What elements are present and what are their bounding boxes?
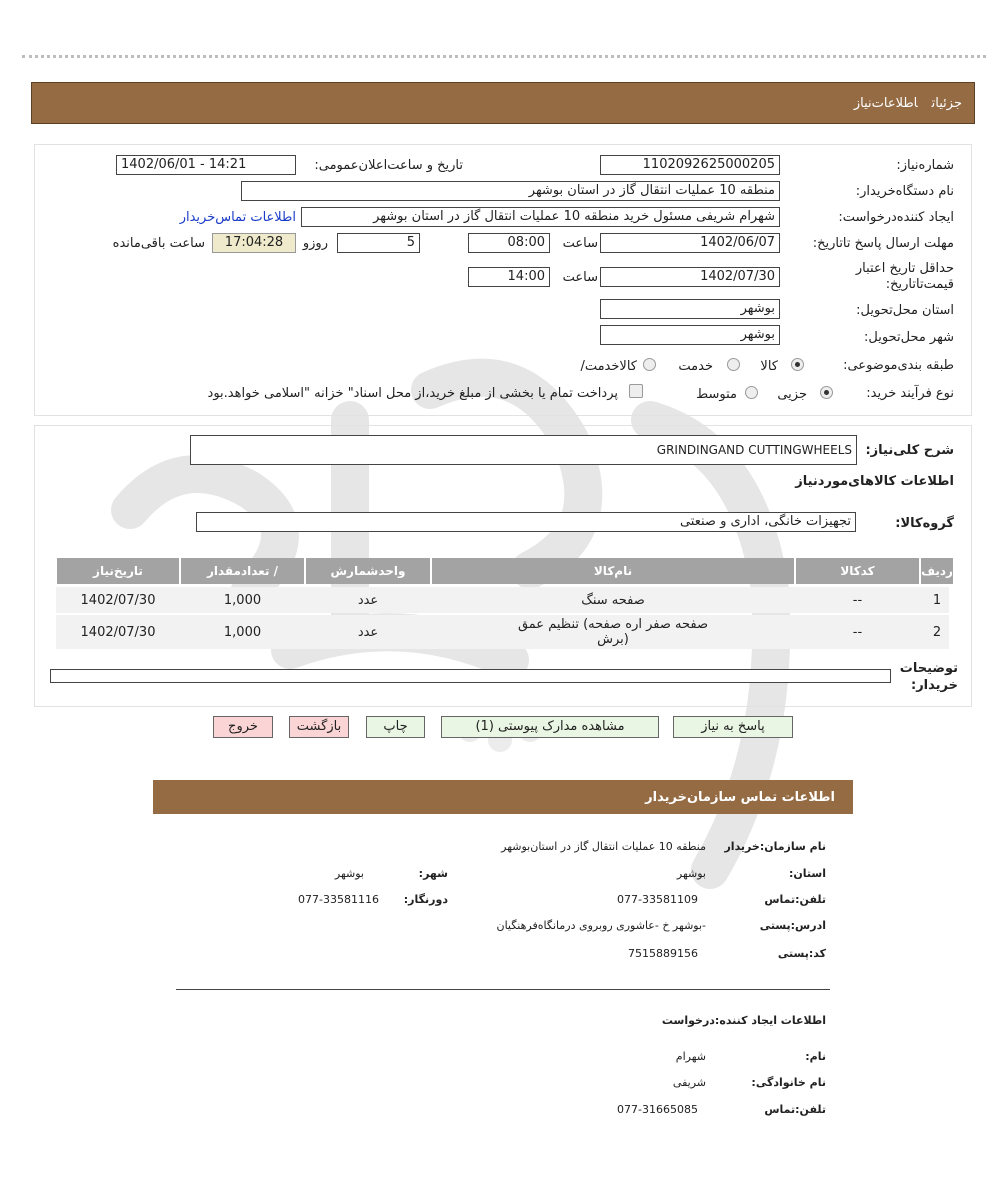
buyer-contact-link[interactable]: اطلاعات تماس‌خریدار [179,210,296,225]
contact-address: -بوشهر خ -عاشوری روبروی درمانگاه‌فرهنگیان [496,919,706,932]
back-button[interactable]: بازگشت [289,716,349,738]
city-field: بوشهر [600,325,780,345]
buyer-contact-header [153,780,853,814]
days-label: روزو [302,236,328,251]
group-label: گروه‌کالا: [895,516,954,531]
validity-time-label: ساعت [562,270,598,285]
deadline-date-field: 1402/06/07 [600,233,780,253]
summary-label: شرح کلی‌نیاز: [865,443,954,458]
province-label: استان محل‌تحویل: [856,303,954,318]
city-label: شهر محل‌تحویل: [864,330,954,345]
group-field: تجهیزات خانگی، اداری و صنعتی [196,512,856,532]
province-field: بوشهر [600,299,780,319]
process-medium-label: متوسط [696,387,737,402]
cell-unit: عدد [357,593,379,608]
need-number-field: 1102092625000205 [600,155,780,175]
buyer-org-label: نام دستگاه‌خریدار: [855,184,954,199]
deadline-label: مهلت ارسال پاسخ تا‌تاریخ: [812,236,954,251]
contact-postal: 7515889156 [628,947,698,960]
contact-city-label: شهر: [418,867,448,880]
creator-last-name: شریفی [672,1076,706,1089]
cell-code: -- [852,593,863,608]
radio-category-goods[interactable] [791,358,804,371]
buyer-notes-label: توضیحات خریدار: [899,661,958,693]
contact-postal-label: کد:پستی [777,947,826,960]
creator-phone: 077-31665085 [617,1103,698,1116]
creator-first-name: شهرام [675,1050,706,1063]
remaining-time-field: 17:04:28 [212,233,296,253]
contact-org-label: نام سازمان:‌خریدار [724,840,826,853]
buyer-org-field: منطقه 10 عملیات انتقال گاز در استان بوشهر [241,181,780,201]
cell-name: صفحه صفر اره صفحه) تنظیم عمق (برش [517,617,709,647]
col-header-date: تاریخ‌نیاز [57,558,179,584]
summary-field: GRINDINGAND CUTTINGWHEELS [190,435,857,465]
contact-province-label: استان: [789,867,826,880]
col-header-unit: واحدشمارش [306,558,430,584]
tab-need-info[interactable]: اطلاعات‌نیاز [853,96,918,111]
creator-phone-label: تلفن:تماس [764,1103,826,1116]
process-label: نوع فرآیند خرید: [866,386,954,401]
need-number-label: شماره‌نیاز: [896,158,954,173]
treasury-payment-note: پرداخت تمام یا بخشی از مبلغ خرید،از محل اسناد" خزانه "اسلامی خواهد.بود [207,386,618,401]
cell-code: -- [852,625,863,640]
contact-phone: 077-33581109 [617,893,698,906]
contact-province: بوشهر [676,867,706,880]
contact-divider [176,989,830,990]
announce-label: تاریخ و ساعت‌اعلان‌عمومی: [314,158,463,173]
print-button[interactable]: چاپ [366,716,425,738]
reply-button[interactable]: پاسخ به نیاز [673,716,793,738]
cell-row: 1 [932,593,942,608]
announce-field: 1402/06/01 - 14:21 [116,155,296,175]
cell-date: 1402/07/30 [80,593,156,608]
creator-info-title: اطلاعات ایجاد کننده:درخواست [661,1014,826,1027]
top-dotted-divider [22,55,986,58]
col-header-row: ردیف [921,558,953,584]
category-label: طبقه بندی‌موضوعی: [843,358,954,373]
cell-qty: 1,000 [223,593,262,608]
radio-process-minor[interactable] [820,386,833,399]
contact-phone-label: تلفن:تماس [764,893,826,906]
creator-last-name-label: نام خانوادگی: [751,1076,826,1089]
deadline-time-label: ساعت [562,236,598,251]
creator-label: ایجاد کننده‌درخواست: [838,210,954,225]
process-minor-label: جزیی [777,387,807,402]
cell-unit: عدد [357,625,379,640]
radio-process-medium[interactable] [745,386,758,399]
col-header-name: نام‌کالا [432,558,794,584]
creator-first-name-label: نام: [805,1050,826,1063]
contact-city: بوشهر [334,867,364,880]
goods-info-title: اطلاعات کالاهای‌موردنیاز [795,474,954,489]
radio-category-both[interactable] [643,358,656,371]
contact-org: منطقه 10 عملیات انتقال گاز در استان‌بوشهر [501,840,706,853]
contact-fax-label: دورنگار: [403,893,448,906]
contact-fax: 077-33581116 [298,893,379,906]
category-service-label: خدمت [678,359,713,374]
buyer-notes-field [50,669,891,683]
treasury-payment-checkbox[interactable] [629,384,643,398]
category-goods-label: کالا [760,359,778,374]
remaining-label: ساعت باقی‌مانده [112,236,205,251]
cell-date: 1402/07/30 [80,625,156,640]
tab-details[interactable]: جزئیات [931,96,962,111]
validity-date-field: 1402/07/30 [600,267,780,287]
days-field: 5 [337,233,420,253]
col-header-qty: تعدادمقدار / [181,558,304,584]
details-header-bar [31,82,975,124]
exit-button[interactable]: خروج [213,716,273,738]
col-header-code: کدکالا [796,558,919,584]
radio-category-service[interactable] [727,358,740,371]
deadline-time-field: 08:00 [468,233,550,253]
validity-label: حداقل تاریخ اعتبار قیمت‌تا‌تاریخ: [855,261,954,292]
buyer-contact-title: اطلاعات تماس سازمان‌خریدار [645,790,835,805]
view-attachments-button[interactable]: مشاهده مدارک پیوستی (1) [441,716,659,738]
contact-address-label: ادرس:پستی [759,919,826,932]
validity-time-field: 14:00 [468,267,550,287]
cell-row: 2 [932,625,942,640]
cell-qty: 1,000 [223,625,262,640]
cell-name: صفحه سنگ [581,593,645,608]
creator-field: شهرام شریفی مسئول خرید منطقه 10 عملیات انتقال گاز در استان بوشهر [301,207,780,227]
category-both-label: کالا‌خدمت/ [580,359,637,374]
